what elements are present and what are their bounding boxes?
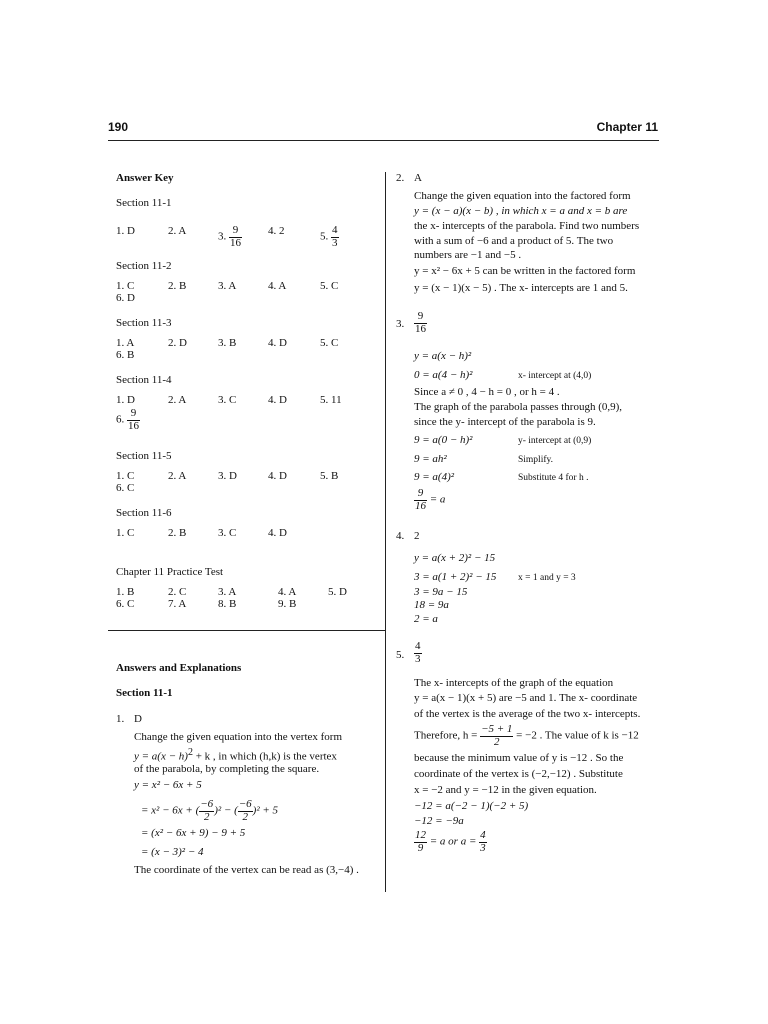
fraction [414,830,427,854]
answer: 2. C [168,586,187,598]
answer: 5. C [320,337,339,349]
fraction [229,225,242,249]
numerator: 9 [414,311,427,324]
question-answer: A [414,172,422,184]
numerator: 9 [127,408,140,421]
answer: 2. A [168,225,187,237]
equation: 0 = a(4 − h)² [414,369,473,381]
explanations-title: Answers and Explanations [116,662,242,674]
explanation-line: Change the given equation into the vertex form [134,731,343,743]
section-title: Chapter 11 Practice Test [116,566,224,578]
numerator: 4 [332,224,338,236]
question-number: 3. [396,318,405,330]
explanation-line: Change the given equation into the factored form [414,190,631,202]
answer: 2. B [168,280,187,292]
question-number: 5. [396,649,405,661]
answer [320,225,339,249]
equation: −12 = a(−2 − 1)(−2 + 5) [414,800,529,812]
numerator: 4 [480,829,486,841]
answer: 6. C [116,598,135,610]
answer [116,408,140,432]
explanation-line: numbers are −1 and −5 . [414,249,522,261]
answer: 4. 2 [268,225,285,237]
equation [414,488,445,512]
numerator: 12 [415,829,426,841]
answer: 1. D [116,225,135,237]
equation: 3 = 9a − 15 [414,586,468,598]
answer: 5. C [320,280,339,292]
numerator: 9 [229,225,242,238]
answer: 5. 11 [320,394,342,406]
denominator: 9 [417,841,424,854]
fraction [331,225,339,249]
answer: 9. B [278,598,297,610]
fraction [480,724,513,748]
denominator: 2 [493,735,500,748]
question-answer [414,641,422,665]
answer-key-rule [108,630,385,631]
numerator: 9 [414,488,427,501]
equation-note: y- intercept at (0,9) [518,436,592,446]
answer: 4. D [268,470,287,482]
answer: 1. C [116,470,135,482]
answer: 1. C [116,527,135,539]
equation-part: )² − ( [214,804,238,817]
answer: 3. C [218,394,237,406]
numerator: −5 + 1 [481,723,513,735]
denominator: 16 [415,499,426,512]
equation: 3 = a(1 + 2)² − 15 [414,571,497,583]
explanation-text: + k , in which (h,k) is the vertex [192,750,337,763]
explanation-line: y = x² − 6x + 5 can be written in the factored form [414,265,636,277]
explanation-line: The x- intercepts of the graph of the equation [414,677,614,689]
equation: y = a(x + 2)² − 15 [414,552,496,564]
explanation-line: since the y- intercept of the parabola is 9. [414,416,596,428]
equation [141,799,278,823]
denominator: 3 [332,236,338,249]
explanation-line: x = −2 and y = −12 in the given equation. [414,784,597,796]
explanation-line: the x- intercepts of the parabola. Find two numbers [414,220,640,232]
fraction [238,799,253,823]
explanation-line: $y = a(x - h)^2 + k$ , in which (h,k) is the vertex [134,747,337,763]
section-title: Section 11-4 [116,374,172,386]
explanation-text: = −2 . The value of k is −12 [516,729,639,742]
answer: 5. B [320,470,339,482]
equation: 18 = 9a [414,599,449,611]
section-title: Section 11-6 [116,507,172,519]
header-rule [108,140,659,141]
explanation-line: The graph of the parabola passes through (0,9), [414,401,623,413]
section-title: Section 11-3 [116,317,172,329]
answer: 1. B [116,586,135,598]
explanations-section-title: Section 11-1 [116,687,173,699]
fraction [127,408,140,432]
answer: 1. A [116,337,135,349]
equation: 9 = a(0 − h)² [414,434,473,446]
explanation-line: Since a ≠ 0 , 4 − h = 0 , or h = 4 . [414,386,560,398]
equation: = (x² − 6x + 9) − 9 + 5 [141,827,246,839]
denominator: 3 [480,841,486,854]
explanation-line [414,724,639,748]
numerator: −6 [200,798,214,810]
denominator: 16 [128,419,139,432]
equation-part: )² + 5 [252,804,279,817]
answer: 4. A [278,586,297,598]
equation: 2 = a [414,613,438,625]
answer: 5. D [328,586,347,598]
answer: 2. A [168,470,187,482]
equation: −12 = −9a [414,815,464,827]
explanation-line: of the vertex is the average of the two x- intercepts. [414,708,641,720]
answer: 6. B [116,349,135,361]
section-title: Section 11-1 [116,197,172,209]
section-title: Section 11-2 [116,260,172,272]
equation-note: x = 1 and y = 3 [518,573,576,583]
answer: 4. D [268,337,287,349]
equation: = (x − 3)² − 4 [141,846,204,858]
answer: 3. A [218,280,237,292]
explanation-line: of the parabola, by completing the square. [134,763,320,775]
question-answer: D [134,713,142,725]
column-divider [385,172,386,892]
fraction [414,488,427,512]
equation-part: = x² − 6x + ( [141,804,200,817]
answer: 2. A [168,394,187,406]
answer: 1. C [116,280,135,292]
denominator: 2 [242,810,248,823]
denominator: 2 [203,810,210,823]
denominator: 3 [415,652,421,665]
fraction [414,311,427,335]
question-number: 4. [396,530,405,542]
equation-part: = a or a = [429,835,477,848]
explanation-line: because the minimum value of y is −12 . So the [414,752,624,764]
numerator: −6 [238,798,252,810]
answer: 4. D [268,394,287,406]
equation-part: = a [429,493,446,506]
equation-note: Simplify. [518,455,554,465]
answer [218,225,242,249]
question-number: 1. [116,713,125,725]
explanation-line: coordinate of the vertex is (−2,−12) . Substitute [414,768,623,780]
numerator: 4 [415,640,421,652]
equation: y = a(x − h)² [414,350,472,362]
explanation-line: y = a(x − 1)(x + 5) are −5 and 1. The x- coordinate [414,692,638,704]
answer: 7. A [168,598,187,610]
equation: 9 = a(4)² [414,471,455,483]
fraction [414,641,422,665]
answer: 8. B [218,598,237,610]
answer: 1. D [116,394,135,406]
answer: 3. B [218,337,237,349]
answer: 4. A [268,280,287,292]
answer: 3. D [218,470,237,482]
equation [414,830,487,854]
answer: 2. D [168,337,187,349]
answer-label: 5. [320,230,329,243]
answer: 6. D [116,292,135,304]
explanation-line: The coordinate of the vertex can be read as (3,−4) . [134,864,359,876]
question-number: 2. [396,172,405,184]
explanation-line: y = (x − 1)(x − 5) . The x- intercepts are 1 and 5. [414,282,628,294]
answer: 3. A [218,586,237,598]
explanation-line: with a sum of −6 and a product of 5. The two [414,235,614,247]
equation-note: Substitute 4 for h . [518,473,589,483]
chapter-title: Chapter 11 [596,120,658,134]
equation: y = x² − 6x + 5 [134,779,202,791]
denominator: 16 [415,322,426,335]
explanation-line: y = (x − a)(x − b) , in which x = a and x = b are [414,205,628,217]
page-number: 190 [108,120,129,134]
explanation-text: Therefore, h = [414,729,478,742]
math: y = a(x − h) [134,750,188,763]
fraction [479,830,487,854]
answer: 2. B [168,527,187,539]
answer: 4. D [268,527,287,539]
answer-label: 6. [116,413,125,426]
equation: 9 = ah² [414,453,447,465]
denominator: 16 [230,236,241,249]
answer-label: 3. [218,230,227,243]
question-answer: 2 [414,530,420,542]
answer: 6. C [116,482,135,494]
answer: 3. C [218,527,237,539]
fraction [199,799,214,823]
section-title: Section 11-5 [116,450,172,462]
answer-key-title: Answer Key [116,172,174,184]
question-answer [414,311,427,335]
equation-note: x- intercept at (4,0) [518,371,592,381]
